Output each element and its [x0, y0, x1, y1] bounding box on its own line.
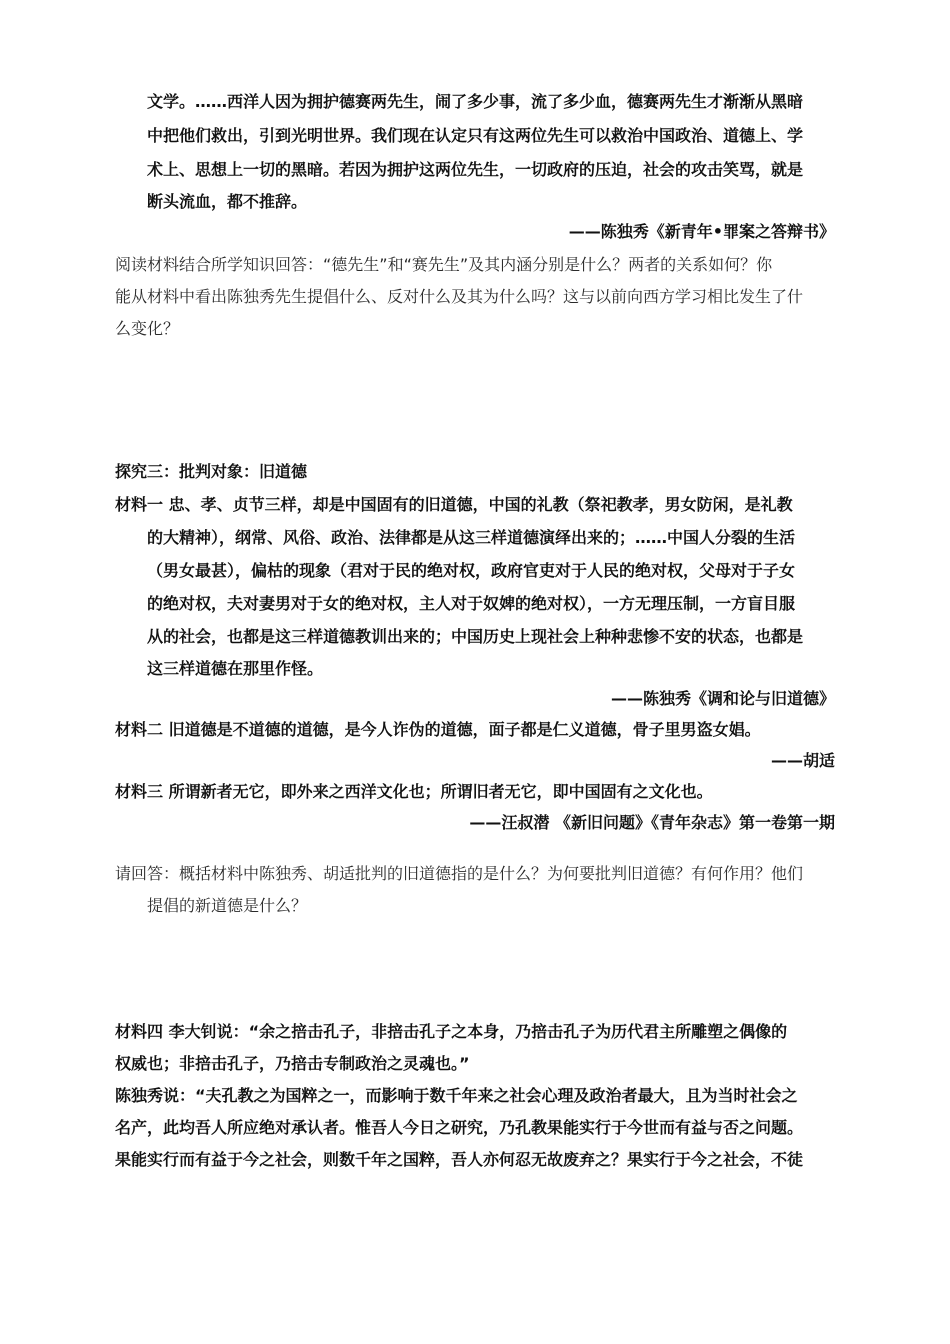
question-line: 阅读材料结合所学知识回答：“德先生”和“赛先生”及其内涵分别是什么？两者的关系如何？你 [115, 255, 773, 274]
question-line: 么变化？ [115, 319, 180, 338]
material-line: 果能实行而有益于今之社会，则数千年之国粹，吾人亦何忍无故废弃之？果实行于今之社会，不徒 [115, 1150, 804, 1169]
material-source: ——胡适 [770, 751, 835, 770]
material-line: 的绝对权，夫对妻男对于女的绝对权，主人对于奴婢的绝对权），一方无理压制，一方盲目服 [147, 594, 796, 613]
material-source: ——陈独秀《调和论与旧道德》 [610, 689, 835, 708]
question-line: 能从材料中看出陈独秀先生提倡什么、反对什么及其为什么吗？这与以前向西方学习相比发生了什 [115, 287, 804, 306]
question-line: 请回答：概括材料中陈独秀、胡适批判的旧道德指的是什么？为何要批判旧道德？有何作用？他们 [115, 864, 804, 883]
material-line: 从的社会，也都是这三样道德教训出来的；中国历史上现社会上种种悲惨不安的状态，也都是 [147, 627, 804, 646]
material-line: （男女最甚），偏枯的现象（君对于民的绝对权，政府官吏对于人民的绝对权，父母对于子女 [147, 561, 796, 580]
quote-source: ——陈独秀《新青年•罪案之答辩书》 [568, 222, 835, 241]
material-line: 陈独秀说：“夫孔教之为国粹之一，而影响于数千年来之社会心理及政治者最大，且为当时社会之 [115, 1086, 798, 1105]
material-line: 这三样道德在那里作怪。 [147, 659, 324, 678]
section-heading: 探究三：批判对象：旧道德 [115, 462, 308, 481]
material-source: ——汪叔潜 《新旧问题》《青年杂志》第一卷第一期 [469, 813, 835, 832]
quote-line: 中把他们救出，引到光明世界。我们现在认定只有这两位先生可以救治中国政治、道德上、学 [147, 126, 804, 145]
question-line: 提倡的新道德是什么？ [147, 896, 308, 915]
material-line: 材料四 李大钊说：“余之掊击孔子，非掊击孔子之本身，乃掊击孔子为历代君主所雕塑之偶像的 [115, 1022, 788, 1041]
material-line: 名产，此均吾人所应绝对承认者。惟吾人今日之研究，乃孔教果能实行于今世而有益与否之问题。 [115, 1118, 804, 1137]
material-line: 材料二 旧道德是不道德的道德，是今人诈伪的道德，面子都是仁义道德，骨子里男盗女娼。 [115, 720, 761, 739]
material-line: 材料一 忠、孝、贞节三样，却是中国固有的旧道德，中国的礼教（祭祀教孝，男女防闲，是礼教 [115, 495, 793, 514]
quote-line: 断头流血，都不推辞。 [147, 192, 308, 211]
material-line: 的大精神），纲常、风俗、政治、法律都是从这三样道德演绎出来的；……中国人分裂的生活 [147, 528, 796, 547]
quote-line: 术上、思想上一切的黑暗。若因为拥护这两位先生，一切政府的压迫，社会的攻击笑骂，就是 [147, 160, 804, 179]
material-line: 权威也；非掊击孔子，乃掊击专制政治之灵魂也。” [115, 1054, 470, 1073]
material-line: 材料三 所谓新者无它，即外来之西洋文化也；所谓旧者无它，即中国固有之文化也。 [115, 782, 713, 801]
quote-line: 文学。……西洋人因为拥护德赛两先生，闹了多少事，流了多少血，德赛两先生才渐渐从黑暗 [147, 92, 804, 111]
